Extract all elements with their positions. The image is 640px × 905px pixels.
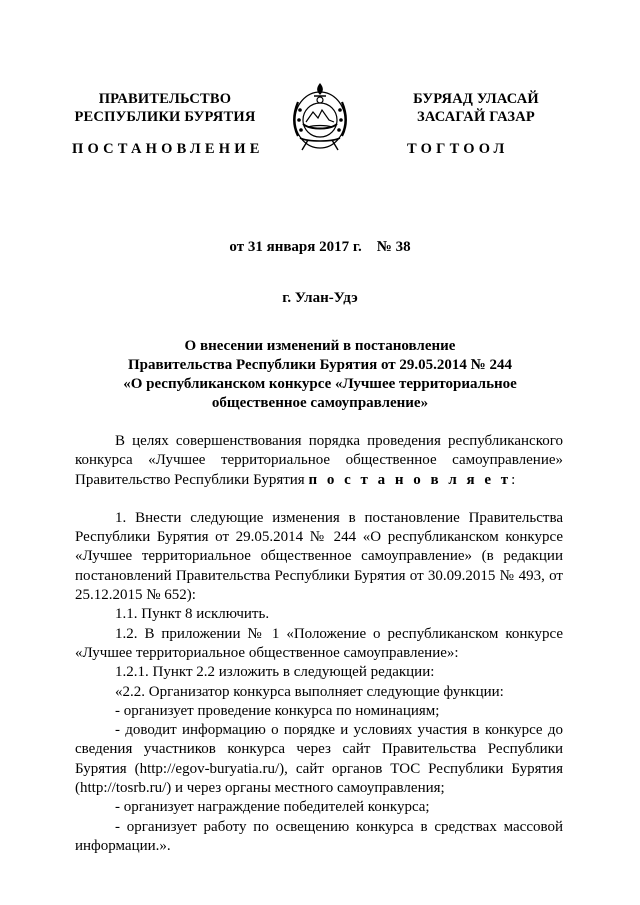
issuer-buryat-line1: БУРЯАД УЛАСАЙ bbox=[413, 91, 539, 107]
decree-word: п о с т а н о в л я е т bbox=[308, 471, 512, 488]
item-1-2-1: 1.2.1. Пункт 2.2 изложить в следующей редакции: bbox=[115, 664, 435, 681]
issuer-buryat-line2: ЗАСАГАЙ ГАЗАР bbox=[417, 109, 535, 125]
issuer-name-buryat bbox=[382, 90, 570, 126]
title-line3: «О республиканском конкурсе «Лучшее территориальное bbox=[123, 376, 517, 392]
issuer-line2: РЕСПУБЛИКИ БУРЯТИЯ bbox=[74, 109, 256, 125]
function-2: - доводит информацию о порядке и условиях участия в конкурсе до сведения участников конкурса через сайт Правительства Республики Бурятия (http://egov-buryatia.ru/), сайт органов ТОС Республики Бурятия (http://tosrb.ru/) и через органы местного самоуправления; bbox=[75, 722, 563, 797]
issuer-line1: ПРАВИТЕЛЬСТВО bbox=[98, 91, 232, 107]
intro-text: В целях совершенствования порядка проведения республиканского конкурса «Лучшее территориальное общественное самоуправление» Правительство Республики Бурятия bbox=[75, 433, 563, 488]
document-title bbox=[0, 337, 640, 413]
item-1: 1. Внести следующие изменения в постановление Правительства Республики Бурятия от 29.05.2014 № 244 «О республиканском конкурсе «Лучшее территориальное общественное самоуправление» (в редакции постановлений Правительства Республики Бурятия от 30.09.2015 № 493, от 25.12.2015 № 652): bbox=[75, 509, 563, 604]
item-1-2: 1.2. В приложении № 1 «Положение о республиканском конкурсе «Лучшее территориальное общественное самоуправление»: bbox=[75, 625, 563, 661]
function-1: - организует проведение конкурса по номинациям; bbox=[115, 702, 440, 719]
issuer-name-russian bbox=[70, 90, 260, 126]
document-city: г. Улан-Удэ bbox=[282, 290, 358, 306]
title-line1: О внесении изменений в постановление bbox=[184, 338, 456, 354]
document-body bbox=[75, 432, 563, 856]
function-3: - организует награждение победителей конкурса; bbox=[115, 799, 430, 816]
document-date-number: от 31 января 2017 г. № 38 bbox=[229, 239, 411, 255]
buryatia-coat-of-arms-icon bbox=[288, 80, 352, 154]
title-line2: Правительства Республики Бурятия от 29.05.2014 № 244 bbox=[127, 357, 512, 373]
intro-end: : bbox=[511, 471, 516, 488]
doc-type-russian: ПОСТАНОВЛЕНИЕ bbox=[72, 141, 264, 157]
item-1-1: 1.1. Пункт 8 исключить. bbox=[115, 606, 270, 623]
doc-type-buryat: ТОГТООЛ bbox=[407, 141, 509, 157]
intro-paragraph bbox=[75, 432, 563, 490]
function-4: - организует работу по освещению конкурса в средствах массовой информации.». bbox=[75, 818, 563, 854]
title-line4: общественное самоуправление» bbox=[211, 395, 429, 411]
quote-2-2: «2.2. Организатор конкурса выполняет следующие функции: bbox=[115, 683, 504, 700]
